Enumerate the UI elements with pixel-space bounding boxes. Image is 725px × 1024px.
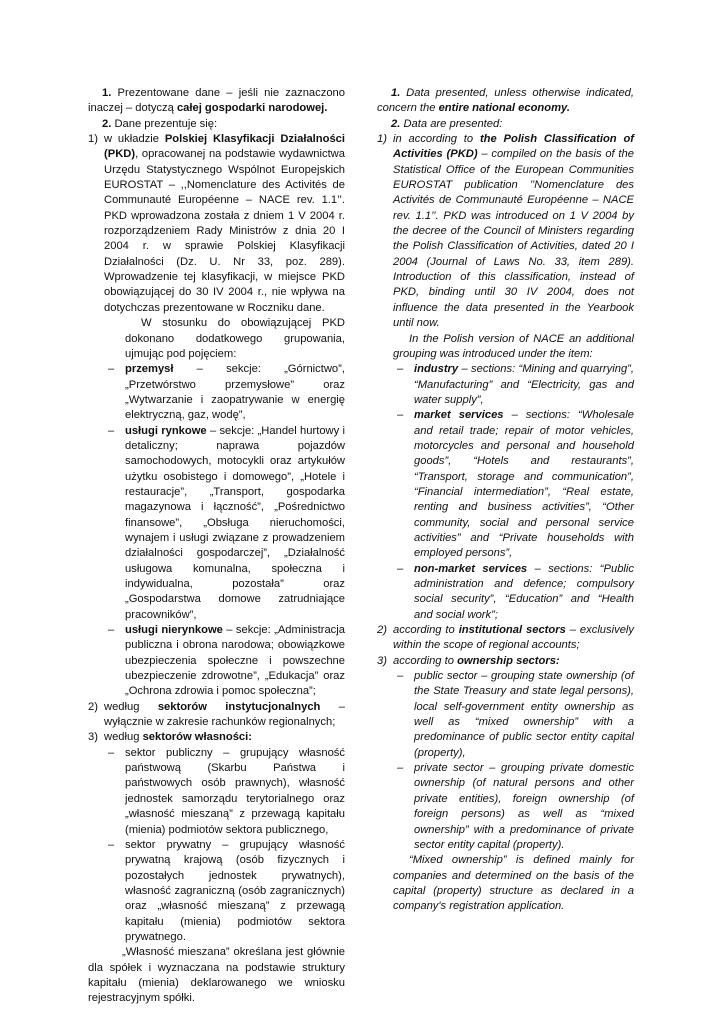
note-1-number: 1. (102, 87, 112, 99)
item-2: 2) według sektorów instytucjonalnych – wyłącznie w zakresie rachunków regionalnych; (88, 700, 345, 729)
list-item: – public sector – grouping state ownership (of the State Treasury and state legal persons), local self-government entity ownership as well as “mixed ownership” with a predominance of public sector entity capital (property), (377, 669, 634, 761)
list-item: – przemysł – sekcje: „Górnictwo”, „Przetwórstwo przemysłowe” oraz „Wytwarzanie i zaopatrywanie w energię elektryczną, gaz, wodę”, (88, 362, 345, 423)
item-1: 1) in according to the Polish Classification of Activities (PKD) – compiled on the basis of the Statistical Office of the European Communities EUROSTAT publication ’’Nomenclature des Activités de Communauté Européenne – NACE rev. 1.1’’. PKD was introduced on 1 V 2004 by the decree of the Council of Ministers regarding the Polish Classification of Activities, dated 20 I 2004 (Journal of Laws No. 33, item 289). Introduction of this classification, instead of PKD, binding until 30 IV 2004, does not influence the data presented in the Yearbook until now. (377, 133, 634, 330)
polish-column (88, 86, 345, 1007)
grouping-intro: W stosunku do obowiązującej PKD dokonano dodatkowego grupowania, ujmując pod pojęciem: (125, 317, 345, 360)
note-1: 1. Prezentowane dane – jeśli nie zaznaczono inaczej – dotyczą całej gospodarki narodowej. (88, 87, 345, 115)
list-item: – industry – sections: “Mining and quarrying”, “Manufacturing” and “Electricity, gas and water supply”, (377, 362, 634, 408)
grouping-list (377, 362, 634, 623)
grouping-list (88, 362, 345, 700)
list-item: – usługi nierynkowe – sekcje: „Administracja publiczna i obrona narodowa; obowiązkowe ubezpieczenia społeczne i powszechne ubezpieczenie zdrowotne”, „Edukacja” oraz „Ochrona zdrowia i pomoc społeczna”; (88, 623, 345, 700)
list-item: – sektor prywatny – grupujący własność prywatną krajową (osób fizycznych i pozostałych jednostek prywatnych), własność zagraniczną (osób zagranicznych) oraz „własność mieszaną” z przewagą kapitału (mienia) podmiotów sektora prywatnego. (88, 838, 345, 945)
item-3: 3) according to ownership sectors: (377, 654, 560, 667)
note-1: 1. Data presented, unless otherwise indicated, concern the entire national economy. (377, 87, 634, 115)
note-2: 2. Data are presented: (391, 117, 503, 130)
grouping-intro: In the Polish version of NACE an additional grouping was introduced under the item: (393, 332, 634, 360)
list-item: – private sector – grouping private domestic ownership (of natural persons and other private entities), foreign ownership (of foreign persons) as well as “mixed ownership” with a predominance of private sector entity capital (property). (377, 761, 634, 853)
list-item: – market services – sections: “Wholesale and retail trade; repair of motor vehicles, motorcycles and personal and household goods”, “Hotels and restaurants”, “Transport, storage and communication”, “Financial intermediation”, “Real estate, renting and business activities”, “Other community, social and personal service activities” and “Private households with employed persons”, (377, 408, 634, 561)
list-item: – non-market services – sections: “Public administration and defence; compulsory social security”, “Education” and “Health and social work”; (377, 562, 634, 623)
list-item: – usługi rynkowe – sekcje: „Handel hurtowy i detaliczny; naprawa pojazdów samochodowych, motocykli oraz artykułów użytku osobistego i domowego”, „Hotele i restauracje”, „Transport, gospodarka magazynowa i łączność”, „Pośrednictwo finansowe”, „Obsługa nieruchomości, wynajem i usługi związane z prowadzeniem działalności gospodarczej”, „Działalność usługowa komunalna, społeczna i indywidualna, pozostała” oraz „Gospodarstwa domowe zatrudniające pracowników”, (88, 424, 345, 623)
note-2: 2. Dane prezentuje się: (102, 117, 218, 130)
english-column (377, 86, 634, 915)
mixed-ownership-note: “Mixed ownership” is defined mainly for companies and determined on the basis of the capital (property) structure as declared in a company's registration application. (393, 854, 634, 913)
sector-list (377, 669, 634, 853)
mixed-ownership-note: „Własność mieszana” określana jest głównie dla spółek i wyznaczana na podstawie struktury kapitału (mienia) deklarowanego we wniosku rejestracyjnym spółki. (88, 946, 345, 1005)
item-2: 2) according to institutional sectors – exclusively within the scope of regional accounts; (377, 624, 634, 652)
list-item: – sektor publiczny – grupujący własność państwową (Skarbu Państwa i państwowych osób prawnych), własność jednostek samorządu terytorialnego oraz „własność mieszaną” z przewagą kapitału (mienia) podmiotów sektora publicznego, (88, 746, 345, 838)
item-1: 1) w układzie Polskiej Klasyfikacji Działalności (PKD), opracowanej na podstawie wydawnictwa Urzędu Statystycznego Wspólnot Europejskich EUROSTAT – ,,Nomenclature des Activités de Communauté Européenne – NACE rev. 1.1’’. PKD wprowadzona została z dniem 1 V 2004 r. rozporządzeniem Rady Ministrów z dnia 20 I 2004 r. w sprawie Polskiej Klasyfikacji Działalności (Dz. U. Nr 33, poz. 289). Wprowadzenie tej klasyfikacji, w miejsce PKD obowiązującej do 30 IV 2004 r., nie wpływa na dotychczas prezentowane w Roczniku dane. (88, 133, 346, 314)
item-3: 3) według sektorów własności: (88, 731, 252, 744)
sector-list (88, 746, 345, 945)
